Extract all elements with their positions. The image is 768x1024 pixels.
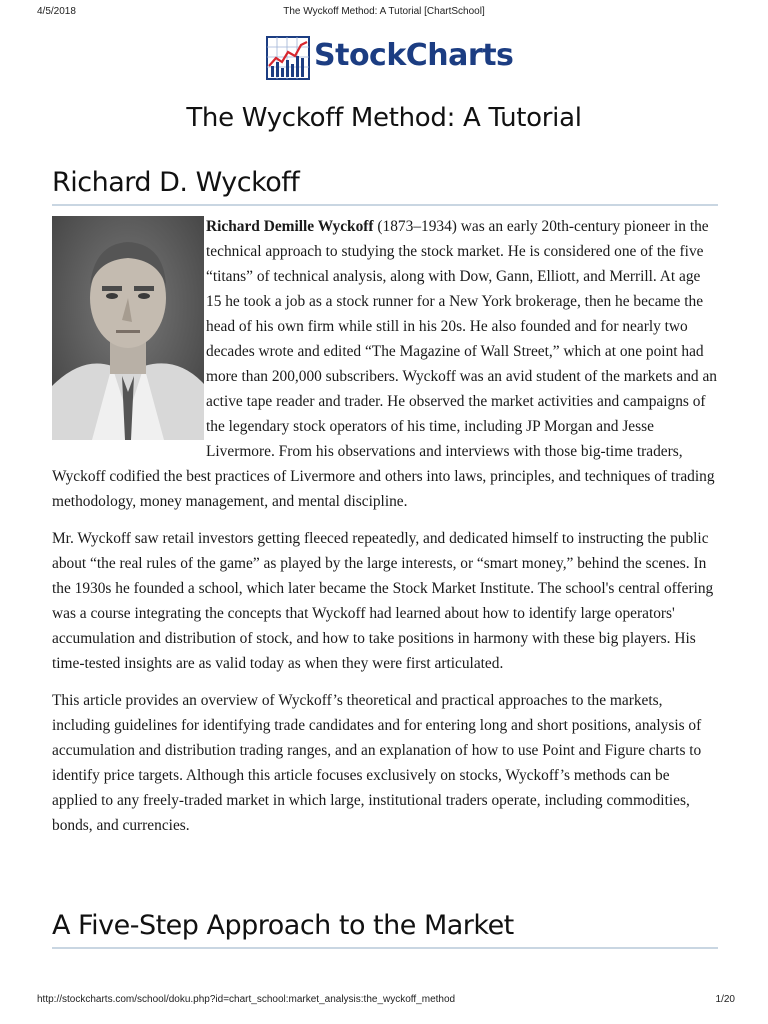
- stockcharts-logo-icon: [266, 36, 310, 80]
- page-title: The Wyckoff Method: A Tutorial: [186, 103, 582, 133]
- paragraph-overview: This article provides an overview of Wyckoff’s theoretical and practical approaches to the markets, including guidelines for identifying trade candidates and for entering long and short positions, analysis of accumulation and distribution trading ranges, and an explanation of how to use Point and Figure charts to identify price targets. Although this article focuses exclusively on stocks, Wyckoff’s methods can be applied to any freely-traded market in which large, institutional traders operate, including commodities, bonds, and currencies.: [52, 692, 702, 834]
- bio-paragraph: [52, 214, 718, 850]
- print-url: http://stockcharts.com/school/doku.php?id=chart_school:market_analysis:the_wyckoff_method: [37, 994, 456, 1005]
- stockcharts-logo[interactable]: [266, 34, 526, 82]
- logo-wordmark: StockCharts: [314, 38, 514, 73]
- bio-name: Richard Demille Wyckoff: [206, 218, 374, 235]
- paragraph-school: Mr. Wyckoff saw retail investors getting fleeced repeatedly, and dedicated himself to instructing the public about “the real rules of the game” as played by the large interests, or “smart money,” behind the scenes. In the 1930s he founded a school, which later became the Stock Market Institute. The school's central offering was a course integrating the concepts that Wyckoff had learned about how to identify large operators' accumulation and distribution of stock, and how to take positions in harmony with these big players. His time-tested insights are as valid today as when they were first articulated.: [52, 530, 714, 672]
- section-heading-five-step: A Five-Step Approach to the Market: [52, 910, 718, 949]
- page-number: 1/20: [715, 994, 735, 1005]
- print-header: [0, 6, 768, 20]
- bio-text: (1873–1934) was an early 20th-century pioneer in the technical approach to studying the stock market. He is considered one of the five “titans” of technical analysis, along with Dow, Gann, Elliott, and Merrill. At age 15 he took a job as a stock runner for a New York brokerage, then he became the head of his own firm while still in his 20s. He also founded and for nearly two decades wrote and edited “The Magazine of Wall Street,” which at one point had more than 200,000 subscribers. Wyckoff was an avid student of the markets and an active tape reader and trader. He observed the market activities and campaigns of the legendary stock operators of his time, including JP Morgan and Jesse Livermore. From his observations and interviews with those big-time traders, Wyckoff codified the best practices of Livermore and others into laws, principles, and techniques of trading methodology, money management, and mental discipline.: [52, 218, 717, 510]
- print-page-title: The Wyckoff Method: A Tutorial [ChartSchool]: [283, 6, 485, 17]
- print-date: 4/5/2018: [37, 6, 76, 17]
- section-heading-wyckoff: Richard D. Wyckoff: [52, 167, 718, 206]
